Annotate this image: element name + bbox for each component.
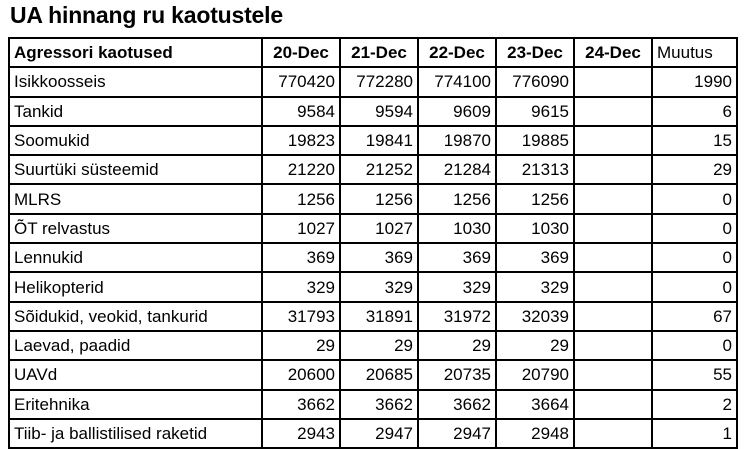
- value-cell: [574, 243, 652, 272]
- value-cell: 20600: [262, 360, 340, 389]
- value-cell: [574, 390, 652, 419]
- row-label: Eritehnika: [9, 390, 262, 419]
- value-cell: 2947: [340, 419, 418, 448]
- value-cell: 19870: [418, 126, 496, 155]
- value-cell: [574, 67, 652, 96]
- value-cell: 21252: [340, 155, 418, 184]
- row-label: Tiib- ja ballistilised raketid: [9, 419, 262, 448]
- value-cell: 1027: [262, 214, 340, 243]
- row-label: Isikkoosseis: [9, 67, 262, 96]
- value-cell: 369: [418, 243, 496, 272]
- value-cell: 2947: [418, 419, 496, 448]
- value-cell: 776090: [496, 67, 574, 96]
- row-label: MLRS: [9, 184, 262, 213]
- value-cell: 369: [340, 243, 418, 272]
- change-cell: 55: [652, 360, 737, 389]
- header-date: 21-Dec: [340, 38, 418, 67]
- header-row: [9, 38, 737, 67]
- table-row: [9, 184, 737, 213]
- value-cell: 770420: [262, 67, 340, 96]
- value-cell: 21313: [496, 155, 574, 184]
- value-cell: [574, 97, 652, 126]
- change-cell: 1990: [652, 67, 737, 96]
- value-cell: 29: [262, 331, 340, 360]
- value-cell: 1256: [262, 184, 340, 213]
- table-row: [9, 126, 737, 155]
- change-cell: 0: [652, 243, 737, 272]
- value-cell: 29: [418, 331, 496, 360]
- change-cell: 0: [652, 184, 737, 213]
- value-cell: 3662: [418, 390, 496, 419]
- value-cell: [574, 302, 652, 331]
- header-date: 24-Dec: [574, 38, 652, 67]
- value-cell: [574, 184, 652, 213]
- table-row: [9, 331, 737, 360]
- value-cell: 1256: [496, 184, 574, 213]
- value-cell: [574, 272, 652, 301]
- value-cell: 369: [262, 243, 340, 272]
- change-cell: 15: [652, 126, 737, 155]
- value-cell: 21284: [418, 155, 496, 184]
- change-cell: 0: [652, 331, 737, 360]
- row-label: Laevad, paadid: [9, 331, 262, 360]
- value-cell: 774100: [418, 67, 496, 96]
- value-cell: 9609: [418, 97, 496, 126]
- value-cell: 329: [496, 272, 574, 301]
- value-cell: [574, 214, 652, 243]
- value-cell: 2948: [496, 419, 574, 448]
- value-cell: 1030: [418, 214, 496, 243]
- value-cell: 369: [496, 243, 574, 272]
- value-cell: 329: [340, 272, 418, 301]
- value-cell: 1027: [340, 214, 418, 243]
- value-cell: 19823: [262, 126, 340, 155]
- table-row: [9, 390, 737, 419]
- table-row: [9, 302, 737, 331]
- value-cell: 9594: [340, 97, 418, 126]
- row-label: Tankid: [9, 97, 262, 126]
- change-cell: 2: [652, 390, 737, 419]
- table-row: [9, 214, 737, 243]
- row-label: ÕT relvastus: [9, 214, 262, 243]
- value-cell: [574, 360, 652, 389]
- value-cell: [574, 126, 652, 155]
- value-cell: 9584: [262, 97, 340, 126]
- value-cell: 21220: [262, 155, 340, 184]
- value-cell: 3662: [340, 390, 418, 419]
- change-cell: 67: [652, 302, 737, 331]
- table-row: [9, 243, 737, 272]
- table-row: [9, 97, 737, 126]
- row-label: Helikopterid: [9, 272, 262, 301]
- change-cell: 29: [652, 155, 737, 184]
- value-cell: [574, 155, 652, 184]
- value-cell: 9615: [496, 97, 574, 126]
- value-cell: 20685: [340, 360, 418, 389]
- table-body: [9, 67, 737, 448]
- header-change: Muutus: [652, 38, 737, 67]
- change-cell: 6: [652, 97, 737, 126]
- header-label: Agressori kaotused: [9, 38, 262, 67]
- value-cell: 19885: [496, 126, 574, 155]
- value-cell: 31891: [340, 302, 418, 331]
- value-cell: 3664: [496, 390, 574, 419]
- value-cell: 1256: [340, 184, 418, 213]
- value-cell: 20790: [496, 360, 574, 389]
- value-cell: 772280: [340, 67, 418, 96]
- header-date: 22-Dec: [418, 38, 496, 67]
- table-row: [9, 272, 737, 301]
- change-cell: 0: [652, 214, 737, 243]
- table-row: [9, 67, 737, 96]
- change-cell: 0: [652, 272, 737, 301]
- value-cell: 31793: [262, 302, 340, 331]
- row-label: Sõidukid, veokid, tankurid: [9, 302, 262, 331]
- change-cell: 1: [652, 419, 737, 448]
- table-row: [9, 419, 737, 448]
- value-cell: 1030: [496, 214, 574, 243]
- value-cell: 19841: [340, 126, 418, 155]
- row-label: Lennukid: [9, 243, 262, 272]
- value-cell: 329: [262, 272, 340, 301]
- table-row: [9, 155, 737, 184]
- header-date: 23-Dec: [496, 38, 574, 67]
- row-label: Suurtüki süsteemid: [9, 155, 262, 184]
- table-row: [9, 360, 737, 389]
- value-cell: 29: [340, 331, 418, 360]
- losses-table: [8, 37, 738, 449]
- row-label: Soomukid: [9, 126, 262, 155]
- value-cell: 29: [496, 331, 574, 360]
- value-cell: 329: [418, 272, 496, 301]
- value-cell: [574, 419, 652, 448]
- page-title: UA hinnang ru kaotustele: [10, 2, 283, 28]
- value-cell: 20735: [418, 360, 496, 389]
- value-cell: 32039: [496, 302, 574, 331]
- value-cell: [574, 331, 652, 360]
- value-cell: 3662: [262, 390, 340, 419]
- value-cell: 31972: [418, 302, 496, 331]
- header-date: 20-Dec: [262, 38, 340, 67]
- value-cell: 2943: [262, 419, 340, 448]
- row-label: UAVd: [9, 360, 262, 389]
- value-cell: 1256: [418, 184, 496, 213]
